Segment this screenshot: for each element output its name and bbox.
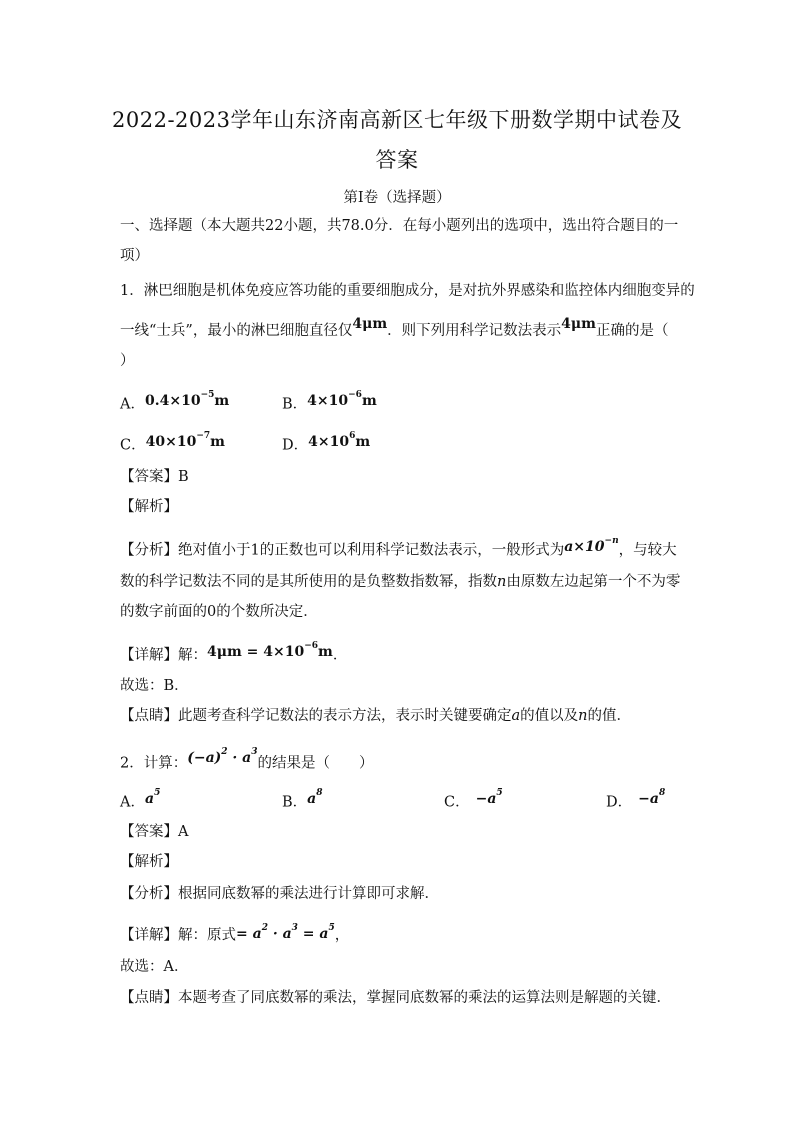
- q1-fenxi-n: n: [497, 574, 507, 590]
- q1-option-b-base: 4×10: [307, 392, 349, 409]
- q1-option-d-label: D．: [282, 437, 309, 454]
- section-heading-line1: 一、选择题（本大题共22小题，共78.0分．在每小题列出的选项中，选出符合题目的一: [120, 218, 679, 234]
- q2-option-a-exp: 5: [154, 788, 161, 798]
- q1-fenxi-line2-a: 数的科学记数法不同的是其所使用的是负整数指数幂，指数: [120, 574, 497, 590]
- q2-comment: 【点睛】本题考查了同底数幂的乘法，掌握同底数幂的乘法的运算法则是解题的关键．: [120, 990, 671, 1006]
- q1-comment-n-var: n: [578, 708, 588, 724]
- q2-option-d-base: −a: [638, 790, 659, 807]
- q2-option-d-exp: 8: [658, 788, 666, 798]
- q2-stem-suffix: 的结果是（ ）: [257, 755, 374, 772]
- q2-fenxi: 【分析】根据同底数幂的乘法进行计算即可求解．: [120, 886, 439, 902]
- q1-option-c-label: C．: [120, 437, 146, 454]
- q2-expr-exp: 2: [221, 747, 228, 757]
- q2-option-a-label: A．: [120, 794, 145, 811]
- q2-detail-e3: 5: [328, 923, 335, 933]
- q2-option-b-label: B．: [282, 794, 308, 811]
- q2-detail-f1: = a: [236, 925, 262, 942]
- q1-answer: 【答案】B: [120, 469, 189, 485]
- q2-detail: [120, 922, 349, 946]
- volume-heading: 第I卷（选择题）: [343, 190, 451, 206]
- q1-comment-text-c: 的值．: [587, 708, 631, 724]
- q1-detail-unit: m: [318, 643, 333, 660]
- q2-analysis-heading: 【解析】: [120, 854, 178, 870]
- q2-detail-label: 【详解】解：原式: [120, 927, 236, 944]
- q1-option-c: [120, 432, 225, 456]
- q1-detail-label: 【详解】解：: [120, 647, 207, 664]
- q1-option-a-label: A．: [120, 396, 145, 413]
- q1-fenxi-line1: [120, 537, 677, 561]
- q1-option-b-label: B．: [282, 396, 308, 413]
- q1-fenxi-line3: 的数字前面的0的个数所决定．: [120, 604, 318, 620]
- q2-option-b-base: a: [307, 790, 317, 807]
- q1-detail-exp: −6: [304, 641, 319, 651]
- q1-analysis-heading: 【解析】: [120, 499, 178, 515]
- q1-unit-2: 4μm: [561, 316, 596, 332]
- q1-option-b: [282, 391, 377, 415]
- q1-comment-text-a: 【点睛】此题考查科学记数法的表示方法，表示时关键要确定: [120, 708, 512, 724]
- q1-stem-text-b: ．则下列用科学记数法表示: [387, 323, 562, 339]
- q1-detail-end: ．: [332, 647, 348, 664]
- q2-option-b-exp: 8: [316, 788, 323, 798]
- document-title-line1: 2022-2023学年山东济南高新区七年级下册数学期中试卷及: [112, 108, 682, 132]
- q1-detail: [120, 642, 347, 666]
- q1-choice: 故选：B．: [120, 678, 189, 694]
- q1-stem-text-a: 一线“士兵”，最小的淋巴细胞直径仅: [120, 323, 353, 339]
- q1-stem-text-c: 正确的是（: [595, 323, 669, 339]
- q1-option-b-unit: m: [361, 392, 377, 409]
- q2-expr-base: (−a): [187, 749, 222, 766]
- q2-option-c-label: C．: [444, 794, 470, 811]
- q2-option-d: [606, 789, 665, 813]
- q1-fenxi-line2: [120, 572, 680, 592]
- q1-fenxi-text-a: 【分析】绝对值小于1的正数也可以利用科学记数法表示，一般形式为: [120, 542, 565, 559]
- q1-fenxi-text-b: ，与较大: [618, 542, 677, 559]
- q2-stem: [120, 747, 374, 774]
- q1-option-c-base: 40×10: [145, 433, 197, 450]
- q1-comment-a-var: a: [511, 708, 521, 724]
- q1-fenxi-formula: a×10: [564, 538, 605, 555]
- q1-stem-line2: [120, 316, 669, 341]
- q1-option-d: [282, 432, 370, 456]
- q1-fenxi-line2-b: 由原数左边起第一个不为零: [506, 574, 681, 590]
- q2-option-a-base: a: [144, 790, 155, 807]
- q1-detail-formula: 4μm = 4×10: [207, 643, 305, 660]
- q1-option-a-base: 0.4×10: [144, 392, 201, 409]
- q1-stem-line3: ）: [120, 353, 135, 369]
- q1-option-d-unit: m: [355, 433, 371, 450]
- section-heading-line2: 项）: [120, 248, 149, 264]
- q2-detail-end: ，: [334, 927, 350, 944]
- q1-option-a-unit: m: [214, 392, 230, 409]
- q2-option-c: [444, 789, 503, 813]
- q2-option-c-exp: 5: [496, 788, 503, 798]
- q2-detail-f2: · a: [267, 925, 292, 942]
- q1-option-c-unit: m: [210, 433, 225, 450]
- q2-answer: 【答案】A: [120, 824, 189, 840]
- q1-option-c-exp: −7: [196, 431, 211, 441]
- q2-option-a: [120, 789, 160, 813]
- q2-detail-e2: 3: [291, 923, 298, 933]
- q2-stem-prefix: 2．计算：: [120, 755, 188, 772]
- q1-stem-line1: 1．淋巴细胞是机体免疫应答功能的重要细胞成分，是对抗外界感染和监控体内细胞变异的: [120, 283, 695, 299]
- q1-option-d-exp: 6: [349, 431, 356, 441]
- q2-detail-f3: = a: [297, 925, 329, 942]
- q2-detail-e1: 2: [261, 923, 268, 933]
- q1-comment: [120, 706, 631, 726]
- q2-expr-exp2: 3: [251, 747, 258, 757]
- q2-choice: 故选：A．: [120, 959, 189, 975]
- q1-option-d-base: 4×10: [308, 433, 350, 450]
- q2-option-b: [282, 789, 323, 813]
- q1-comment-text-b: 的值以及: [520, 708, 579, 724]
- q2-option-d-label: D．: [606, 794, 633, 811]
- q1-fenxi-exp: −n: [604, 536, 619, 546]
- q2-expr-mid: · a: [227, 749, 252, 766]
- document-title-line2: 答案: [375, 148, 419, 172]
- q1-option-a: [120, 391, 229, 415]
- q1-unit-1: 4μm: [352, 316, 388, 332]
- q1-option-a-exp: −5: [200, 390, 215, 400]
- q2-option-c-base: −a: [475, 790, 497, 807]
- q1-option-b-exp: −6: [348, 390, 362, 400]
